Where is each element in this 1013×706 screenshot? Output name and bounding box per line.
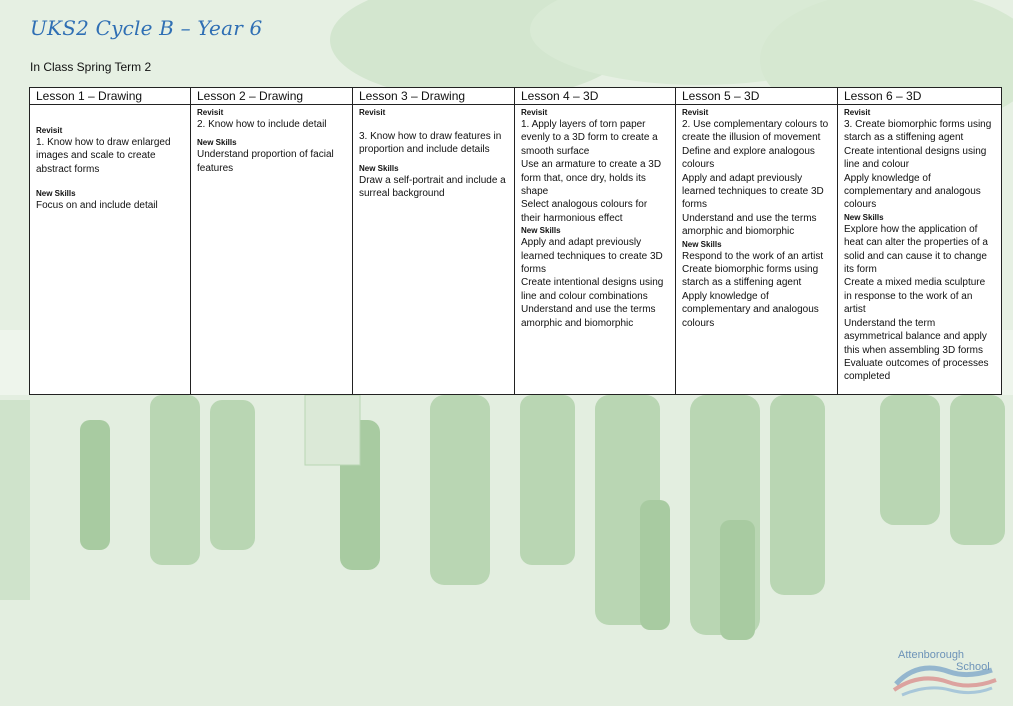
revisit-item: 2. Use complementary colours to create the illusion of movement	[682, 119, 829, 144]
lesson-1-header: Lesson 1 – Drawing	[30, 88, 191, 105]
new-skills-label: New Skills	[844, 212, 884, 222]
revisit-item: Select analogous colours for their harmonious effect	[521, 199, 648, 224]
lesson-4-cell	[515, 105, 676, 395]
new-skills-label: New Skills	[521, 226, 561, 236]
new-skill-item: Understand and use the terms amorphic and biomorphic	[521, 304, 656, 329]
revisit-label: Revisit	[359, 108, 386, 117]
lesson-3-header: Lesson 3 – Drawing	[353, 88, 515, 105]
lesson-2-cell	[191, 105, 353, 395]
revisit-label: Revisit	[521, 108, 548, 117]
revisit-item: Understand and use the terms amorphic and biomorphic	[682, 212, 817, 238]
revisit-item: 3. Know how to draw features in proportion and include details	[359, 131, 502, 156]
revisit-item: 3. Create biomorphic forms using starch as a stiffening agent	[844, 119, 992, 144]
revisit-label: Revisit	[36, 126, 63, 135]
revisit-label: Revisit	[682, 108, 709, 117]
lesson-3-cell	[353, 105, 515, 395]
new-skill-item: Create intentional designs using line and colour combinations	[521, 277, 664, 302]
new-skill-item: Evaluate outcomes of processes completed	[844, 357, 989, 383]
lesson-6-header: Lesson 6 – 3D	[838, 88, 1002, 105]
revisit-item: Apply and adapt previously learned techniques to create 3D forms	[682, 172, 824, 211]
new-skill-item: Create biomorphic forms using starch as a stiffening agent	[682, 264, 819, 289]
lesson-1-cell	[30, 105, 191, 395]
page-subtitle: In Class Spring Term 2	[30, 60, 152, 74]
lesson-plan-table	[29, 87, 1002, 395]
new-skills-label: New Skills	[197, 138, 237, 148]
new-skill-item: Create a mixed media sculpture in response to the work of an artist	[844, 277, 986, 316]
new-skills-label: New Skills	[359, 163, 399, 173]
lesson-4-header: Lesson 4 – 3D	[515, 88, 676, 105]
logo-text-attenborough: Attenborough	[898, 649, 965, 661]
lesson-5-cell	[676, 105, 838, 395]
revisit-item: 1. Apply layers of torn paper evenly to a 3D form to create a smooth surface	[521, 119, 658, 157]
revisit-item: 2. Know how to include detail	[197, 119, 327, 130]
new-skill-item: Focus on and include detail	[36, 200, 158, 212]
revisit-item: Create intentional designs using line and colour	[844, 145, 987, 171]
lesson-5-header: Lesson 5 – 3D	[676, 88, 838, 105]
new-skill-item: Explore how the application of heat can alter the properties of a solid and can cause it to change its form	[844, 223, 988, 276]
lesson-2-header: Lesson 2 – Drawing	[191, 88, 353, 105]
new-skill-item: Understand the term asymmetrical balance and apply this when assembling 3D forms	[844, 317, 987, 356]
new-skill-item: Understand proportion of facial features	[197, 149, 334, 174]
new-skill-item: Apply and adapt previously learned techniques to create 3D forms	[521, 237, 663, 276]
new-skills-label: New Skills	[36, 189, 76, 199]
revisit-item: Define and explore analogous colours	[682, 145, 815, 171]
new-skill-item: Apply knowledge of complementary and analogous colours	[682, 290, 819, 329]
revisit-item: 1. Know how to draw enlarged images and scale to create abstract forms	[36, 137, 171, 175]
page-title: UKS2 Cycle B – Year 6	[30, 16, 263, 40]
new-skill-item: Respond to the work of an artist	[682, 250, 824, 262]
new-skill-item: Draw a self-portrait and include a surreal background	[359, 174, 506, 200]
table-content-row	[30, 105, 1002, 395]
school-logo	[888, 640, 1000, 698]
lesson-6-cell	[838, 105, 1002, 395]
revisit-label: Revisit	[844, 108, 871, 117]
logo-text-school: School	[956, 661, 990, 673]
table-header-row	[30, 88, 1002, 105]
revisit-item: Use an armature to create a 3D form that, once dry, holds its shape	[521, 159, 662, 198]
new-skills-label: New Skills	[682, 239, 722, 249]
revisit-label: Revisit	[197, 108, 224, 117]
revisit-item: Apply knowledge of complementary and analogous colours	[844, 172, 981, 211]
